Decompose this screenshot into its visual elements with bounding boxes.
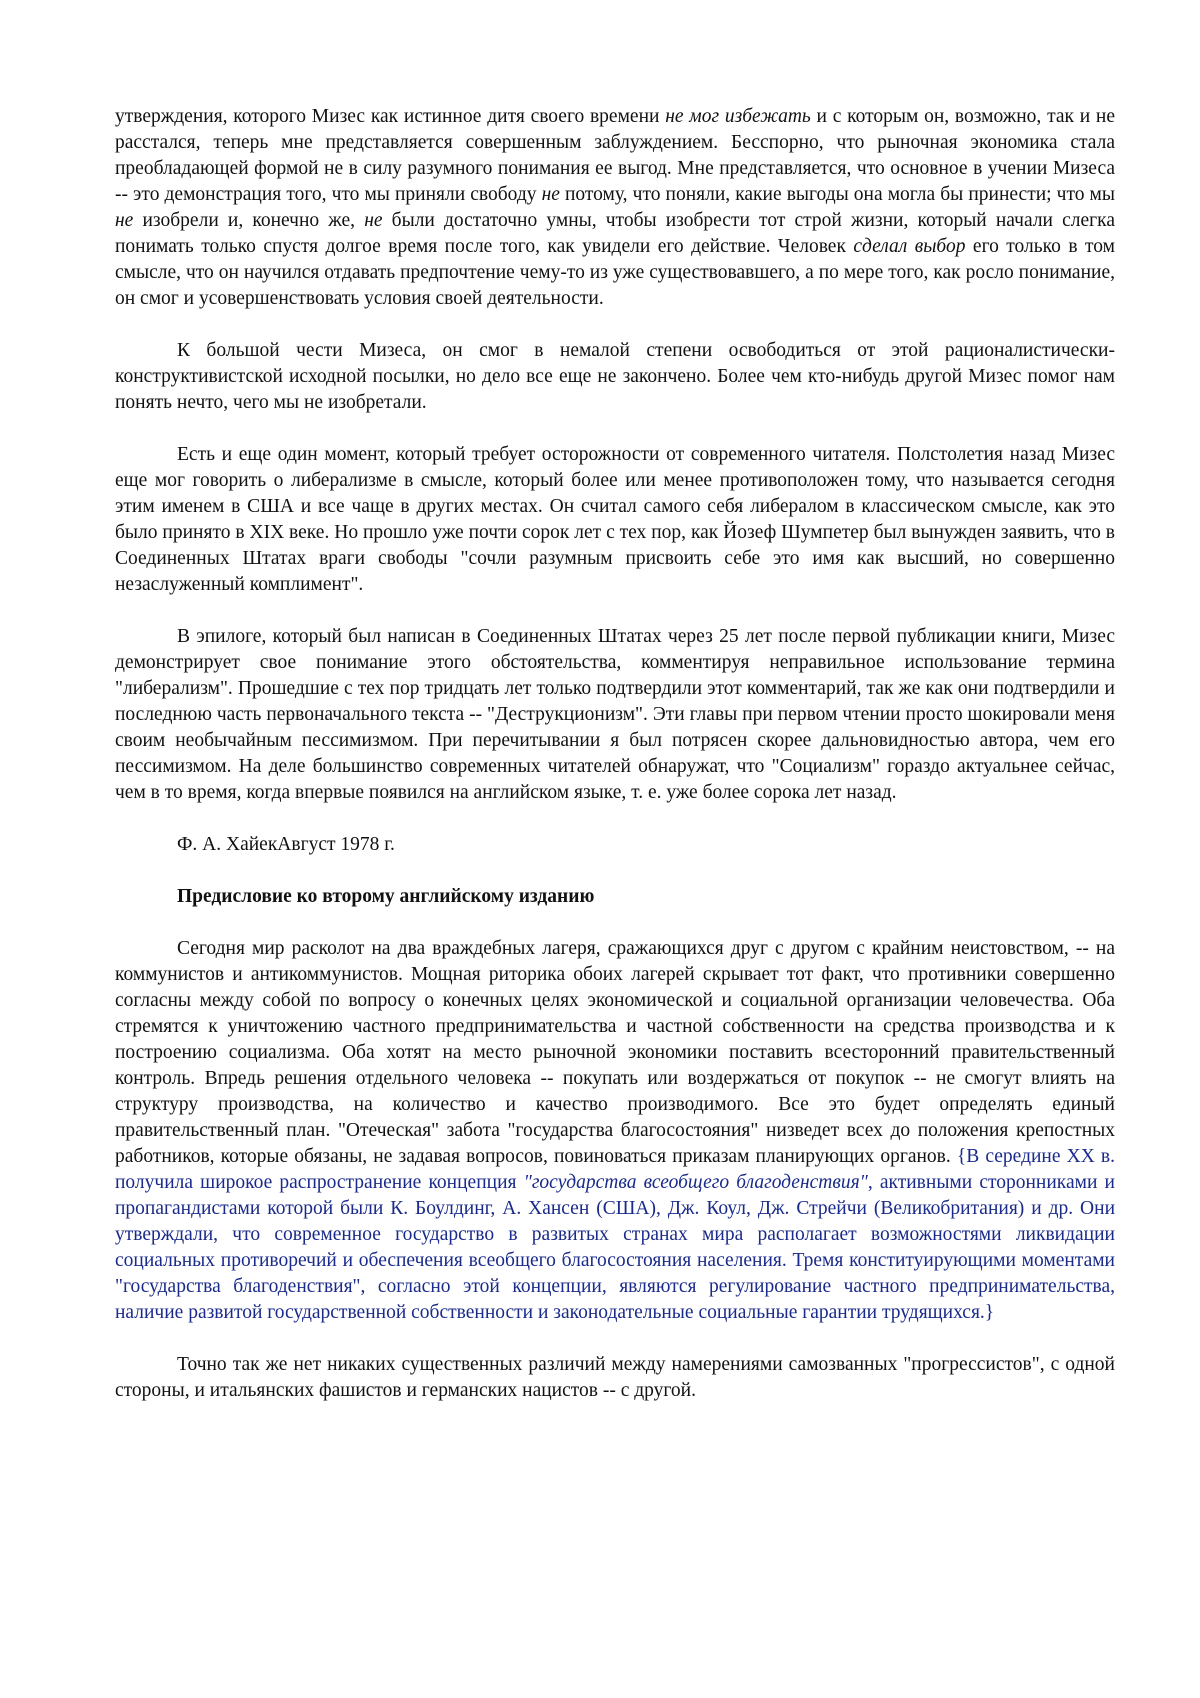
paragraph-3 — [115, 442, 1115, 598]
author-signature: Ф. А. ХайекАвгуст 1978 г. — [177, 834, 395, 855]
text-run: Точно так же нет никаких существенных различий между намерениями самозванных "прогрессистов", с одной стороны, и итальянских фашистов и германских нацистов -- с другой. — [115, 1354, 1115, 1401]
text-run: его только в том смысле, что он научился отдавать предпочтение чему-то из уже существовавшего, а по мере того, как росло понимание, он смог и усовершенствовать условия своей деятельности. — [115, 236, 1115, 309]
paragraph-4 — [115, 624, 1115, 806]
text-run: и с которым он, возможно, так и не расстался, теперь мне представляется совершенным заблуждением. Бесспорно, что рыночная экономика стала преобладающей формой не в силу разумного понимания ее выгод. Мне представляется, что основное в учении Мизеса -- это демонстрация того, что мы приняли свободу — [115, 106, 1116, 205]
editor-note-text: "государства всеобщего благоденствия" — [523, 1172, 868, 1193]
text-run: утверждения, которого Мизес как истинное дитя своего времени — [115, 106, 666, 127]
editor-note-text: {В середине XX в. получила широкое распространение концепция — [115, 1146, 1115, 1193]
text-run: Есть и еще один момент, который требует осторожности от современного читателя. Полстолетия назад Мизес еще мог говорить о либерализме в смысле, который более или менее противоположен тому, что называется сегодня этим именем в США и все чаще в других местах. Он считал самого себя либералом в классическом смысле, как это было принято в XIX веке. Но прошло уже почти сорок лет с тех пор, как Йозеф Шумпетер был вынужден заявить, что в Соединенных Штатах враги свободы "сочли разумным присвоить себе это имя как высший, но совершенно незаслуженный комплимент". — [115, 444, 1115, 595]
paragraph-2 — [115, 338, 1115, 416]
emphasis-text: сделал выбор — [853, 236, 966, 257]
emphasis-text: не — [364, 210, 383, 231]
emphasis-text: не мог избежать — [665, 106, 811, 127]
text-run: были достаточно умны, чтобы изобрести тот строй жизни, который начали слегка понимать только спустя долгое время после того, как увидели его действие. Человек — [115, 210, 1115, 257]
emphasis-text: не — [115, 210, 134, 231]
text-run: К большой чести Мизеса, он смог в немалой степени освободиться от этой рационалистически-конструктивистской исходной посылки, но дело все еще не закончено. Более чем кто-нибудь другой Мизес помог нам понять нечто, чего мы не изобретали. — [115, 340, 1115, 413]
text-run: В эпилоге, который был написан в Соединенных Штатах через 25 лет после первой публикации книги, Мизес демонстрирует свое понимание этого обстоятельства, комментируя неправильное использование термина "либерализм". Прошедшие с тех пор тридцать лет только подтвердили этот комментарий, так же как они подтвердили и последнюю часть первоначального текста -- "Деструкционизм". Эти главы при первом чтении просто шокировали меня своим необычайным пессимизмом. При перечитывании я был потрясен скорее дальновидностью автора, чем его пессимизмом. На деле большинство современных читателей обнаружат, что "Социализм" гораздо актуальнее сейчас, чем в то время, когда впервые появился на английском языке, т. е. уже более сорока лет назад. — [115, 626, 1115, 803]
emphasis-text: не — [541, 184, 560, 205]
paragraph-6 — [115, 936, 1115, 1326]
text-run: изобрели и, конечно же, — [133, 210, 365, 231]
section-heading: Предисловие ко второму английскому изданию — [177, 886, 595, 907]
text-run: Сегодня мир расколот на два враждебных лагеря, сражающихся друг с другом с крайним неистовством, -- на коммунистов и антикоммунистов. Мощная риторика обоих лагерей скрывает тот факт, что противники совершенно согласны между собой по вопросу о конечных целях экономической и социальной организации человечества. Оба стремятся к уничтожению частного предпринимательства и частной собственности на средства производства и к построению социализма. Оба хотят на место рыночной экономики поставить всесторонний правительственный контроль. Впредь решения отдельного человека -- покупать или воздержаться от покупок -- не смогут влиять на структуру производства, на количество и качество производимого. Все это будет определять единый правительственный план. "Отеческая" забота "государства благосостояния" низведет всех до положения крепостных работников, которые обязаны, не задавая вопросов, повиноваться приказам планирующих органов. — [115, 938, 1115, 1167]
paragraph-1 — [115, 104, 1115, 312]
document-page — [115, 104, 1115, 1404]
text-run: потому, что поняли, какие выгоды она могла бы принести; что мы — [559, 184, 1115, 205]
editor-note-text: , активными сторонниками и пропагандистами которой были К. Боулдинг, А. Хансен (США), Дж. Коул, Дж. Стрейчи (Великобритания) и др. Они утверждали, что современное государство в развитых странах мира располагает возможностями ликвидации социальных противоречий и обеспечения всеобщего благосостояния населения. Тремя конституирующими моментами "государства благоденствия", согласно этой концепции, являются регулирование частного предпринимательства, наличие развитой государственной собственности и законодательные социальные гарантии трудящихся.} — [115, 1172, 1115, 1323]
paragraph-7 — [115, 1352, 1115, 1404]
